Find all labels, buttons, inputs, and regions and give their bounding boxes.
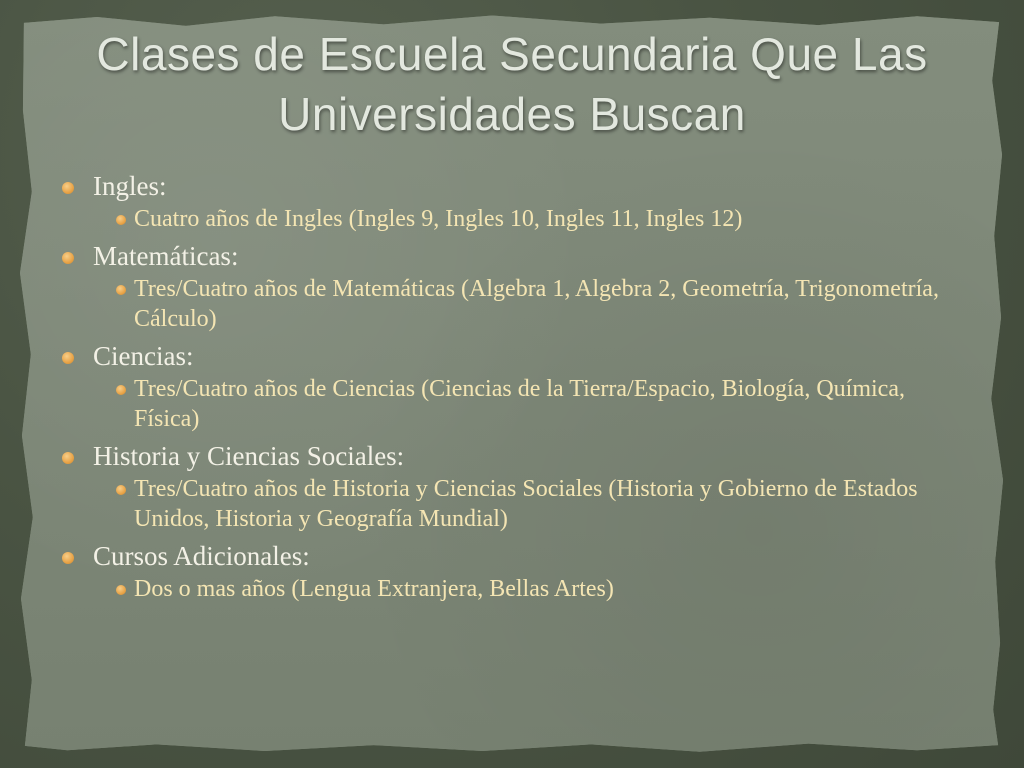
bullet-list xyxy=(60,170,960,604)
list-item-label: Ingles: xyxy=(93,171,167,201)
sub-list-item xyxy=(93,374,960,434)
sub-list xyxy=(93,274,960,334)
bullet-icon xyxy=(116,285,126,295)
bullet-icon xyxy=(62,452,74,464)
sub-list-item xyxy=(93,574,960,604)
bullet-icon xyxy=(116,385,126,395)
sub-list-item xyxy=(93,204,960,234)
list-item-label: Historia y Ciencias Sociales: xyxy=(93,441,405,471)
list-item-ingles xyxy=(60,170,960,234)
list-item-label: Ciencias: xyxy=(93,341,194,371)
sub-list-item-text: Cuatro años de Ingles (Ingles 9, Ingles 10, Ingles 11, Ingles 12) xyxy=(134,206,743,232)
bullet-icon xyxy=(116,585,126,595)
slide-title-line-2: Universidades Buscan xyxy=(278,88,746,140)
list-item-label: Matemáticas: xyxy=(93,241,239,271)
sub-list xyxy=(93,374,960,434)
sub-list-item-text: Dos o mas años (Lengua Extranjera, Bellas Artes) xyxy=(134,576,614,602)
sub-list xyxy=(93,574,960,604)
sub-list-item-text: Tres/Cuatro años de Historia y Ciencias Sociales (Historia y Gobierno de Estados Unidos, Historia y Geografía Mundial) xyxy=(134,476,918,532)
sub-list-item xyxy=(93,274,960,334)
sub-list-item-text: Tres/Cuatro años de Ciencias (Ciencias de la Tierra/Espacio, Biología, Química, Física) xyxy=(134,376,905,432)
sub-list-item-text: Tres/Cuatro años de Matemáticas (Algebra 1, Algebra 2, Geometría, Trigonometría, Cálculo) xyxy=(134,276,939,332)
list-item-cursos-adicionales xyxy=(60,540,960,604)
bullet-icon xyxy=(62,352,74,364)
slide-title-line-1: Clases de Escuela Secundaria Que Las xyxy=(96,28,928,80)
bullet-icon xyxy=(116,485,126,495)
list-item-historia xyxy=(60,440,960,534)
list-item-matematicas xyxy=(60,240,960,334)
slide-content xyxy=(60,170,960,610)
slide-title xyxy=(60,24,964,144)
sub-list-item xyxy=(93,474,960,534)
bullet-icon xyxy=(62,252,74,264)
bullet-icon xyxy=(116,215,126,225)
bullet-icon xyxy=(62,552,74,564)
sub-list xyxy=(93,204,960,234)
list-item-ciencias xyxy=(60,340,960,434)
list-item-label: Cursos Adicionales: xyxy=(93,541,310,571)
sub-list xyxy=(93,474,960,534)
bullet-icon xyxy=(62,182,74,194)
